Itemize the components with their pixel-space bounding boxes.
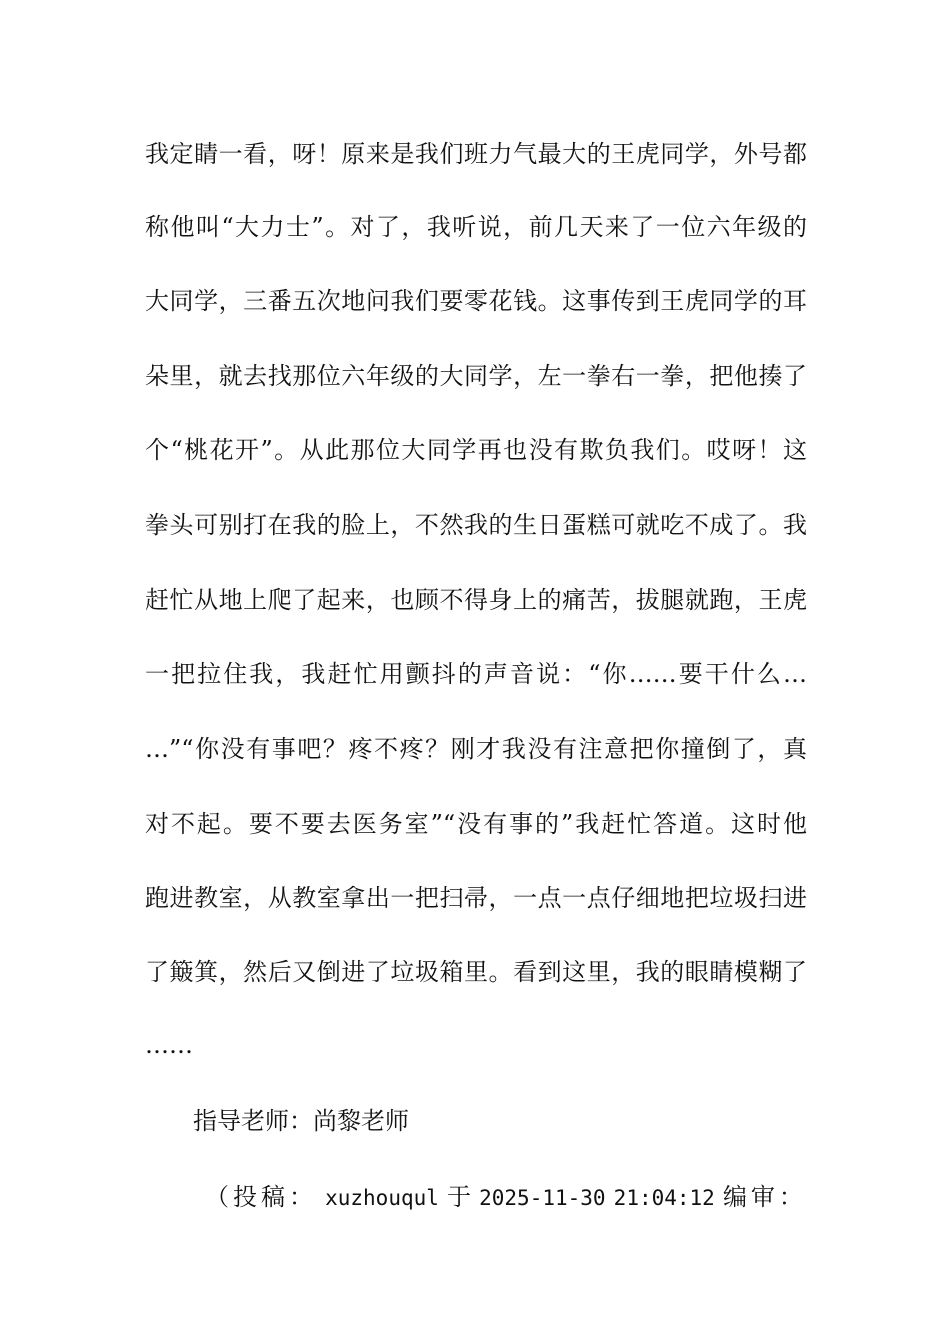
teacher-line: 指导老师：尚黎老师	[193, 1107, 409, 1135]
paragraph-line-4: 朵里，就去找那位六年级的大同学，左一拳右一拳，把他揍了	[145, 362, 807, 390]
paragraph-line-11: 跑进教室，从教室拿出一把扫帚，一点一点仔细地把垃圾扫进	[145, 884, 807, 912]
submission-date: 2025-11-30	[479, 1186, 606, 1210]
paragraph-line-9: …”“你没有事吧？疼不疼？刚才我没有注意把你撞倒了，真	[145, 735, 807, 763]
paragraph-line-13: ……	[145, 1031, 193, 1059]
submission-author: xuzhouqul	[325, 1186, 439, 1210]
paragraph-line-12: 了簸箕，然后又倒进了垃圾箱里。看到这里，我的眼睛模糊了	[145, 958, 807, 986]
paragraph-line-5: 个“桃花开”。从此那位大同学再也没有欺负我们。哎呀！这	[145, 436, 807, 464]
paragraph-line-1: 我定睛一看，呀！原来是我们班力气最大的王虎同学，外号都	[145, 140, 807, 168]
paragraph-line-2: 称他叫“大力士”。对了，我听说，前几天来了一位六年级的	[145, 213, 807, 241]
submission-yu: 于	[447, 1183, 472, 1211]
submission-time: 21:04:12	[613, 1186, 715, 1210]
submission-line	[205, 1182, 807, 1213]
submission-editor-label: 编审：	[722, 1183, 807, 1211]
paragraph-line-6: 拳头可别打在我的脸上，不然我的生日蛋糕可就吃不成了。我	[145, 511, 807, 539]
paragraph-line-3: 大同学，三番五次地问我们要零花钱。这事传到王虎同学的耳	[145, 287, 807, 315]
submission-open-paren: （投稿：	[205, 1183, 317, 1211]
paragraph-line-7: 赶忙从地上爬了起来，也顾不得身上的痛苦，拔腿就跑，王虎	[145, 586, 807, 614]
paragraph-line-10: 对不起。要不要去医务室”“没有事的”我赶忙答道。这时他	[145, 810, 807, 838]
paragraph-line-8: 一把拉住我，我赶忙用颤抖的声音说：“你……要干什么…	[145, 660, 807, 688]
